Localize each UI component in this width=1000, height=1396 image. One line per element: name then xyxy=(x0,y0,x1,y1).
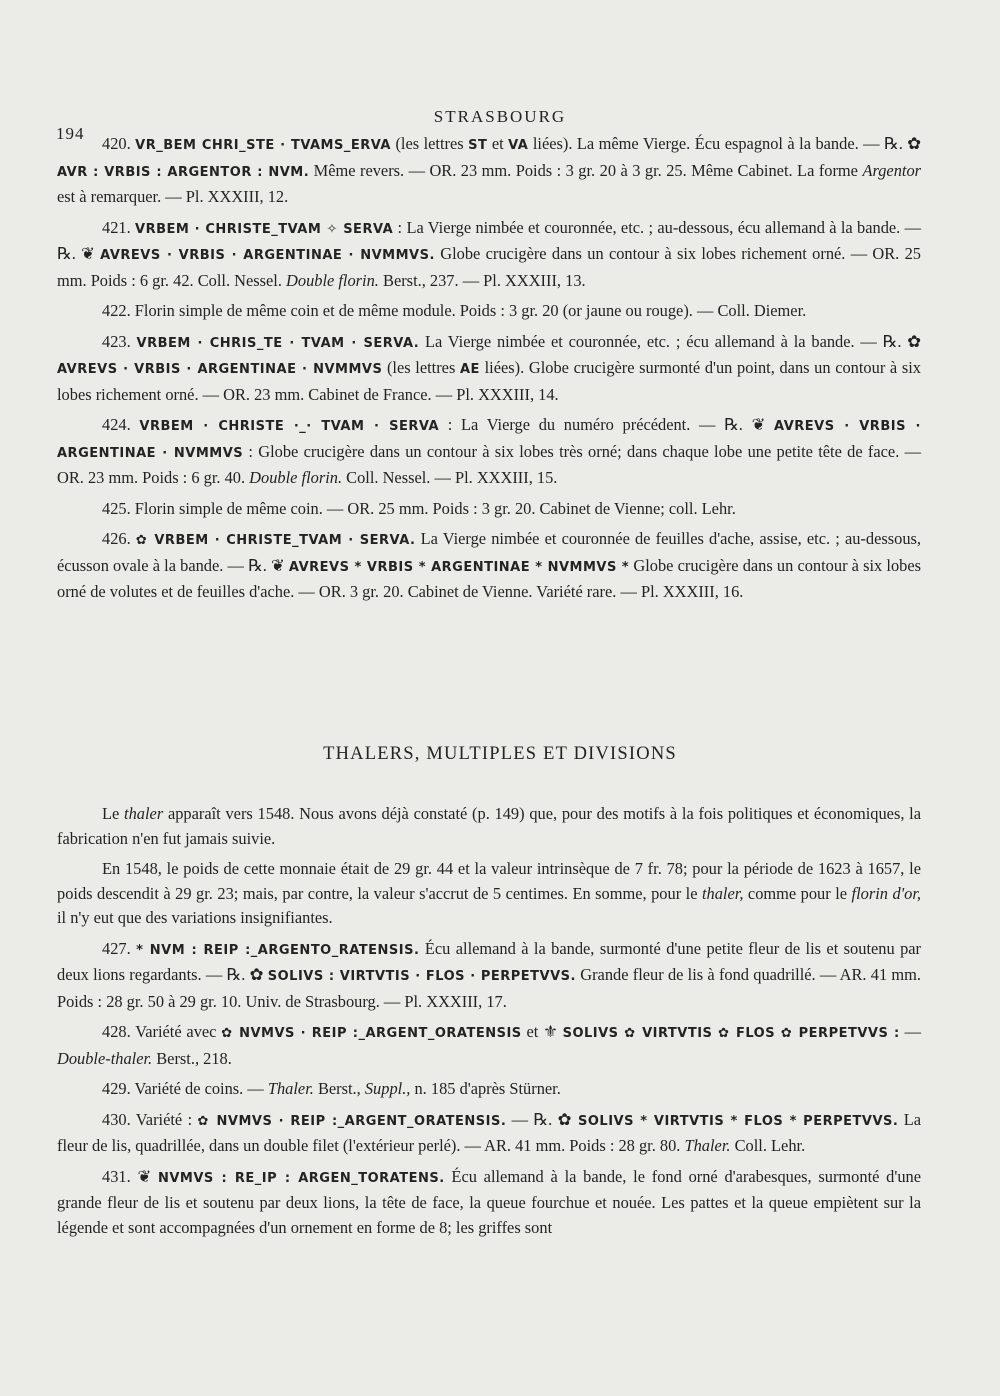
intro-italic: thaler xyxy=(124,804,164,823)
coin-legend: AE xyxy=(460,362,480,377)
section-title: THALERS, MULTIPLES ET DIVISIONS xyxy=(323,744,677,764)
coin-legend: AVREVS · VRBIS · ARGENTINAE · NVMMVS. xyxy=(100,248,435,263)
entry-text: (les lettres xyxy=(382,358,460,377)
entry-420 xyxy=(57,132,921,210)
coin-legend: VR_BEM CHRI_STE · TVAMS_ERVA xyxy=(135,138,391,153)
entry-number: 422. xyxy=(102,301,131,320)
coin-legend: ✿ NVMVS · REIP :_ARGENT_ORATENSIS xyxy=(221,1026,522,1041)
intro-text: Le xyxy=(102,804,125,823)
entry-431 xyxy=(57,1165,921,1241)
coin-legend: ✿ NVMVS · REIP :_ARGENT_ORATENSIS. xyxy=(197,1113,507,1129)
entry-text: et ⚜ xyxy=(521,1022,563,1041)
entry-text: Berst., xyxy=(313,1079,365,1098)
entry-427 xyxy=(57,937,921,1015)
entry-number: 424. xyxy=(102,415,131,434)
entry-number: 427. xyxy=(102,938,131,958)
entry-430 xyxy=(57,1108,921,1159)
intro-text: il n'y eut que des variations insignifiantes. xyxy=(57,908,333,927)
entry-text: ❦ xyxy=(137,1166,158,1186)
entry-text: Même revers. — OR. 23 mm. Poids : 3 gr. 20 à 3 gr. 25. Même Cabinet. La forme xyxy=(309,160,863,180)
coin-legend: AVREVS · VRBIS · ARGENTINAE · NVMMVS xyxy=(57,419,921,461)
entry-429 xyxy=(57,1077,921,1102)
intro-paragraph xyxy=(57,857,921,931)
entry-text: Grande fleur de lis à fond quadrillé. — AR. 41 mm. Poids : 28 gr. 50 à 29 gr. 10. Univ. de Strasbourg. — Pl. XXXIII, 17. xyxy=(57,965,922,1011)
entry-428 xyxy=(57,1020,921,1071)
entry-text: — xyxy=(899,1022,921,1041)
intro-italic: florin d'or, xyxy=(851,883,921,903)
entry-italic: Thaler. xyxy=(267,1079,314,1098)
coin-legend: VA xyxy=(508,138,529,153)
entry-423 xyxy=(57,330,921,408)
intro-paragraph xyxy=(57,802,921,851)
intro-text: comme pour le xyxy=(743,883,852,903)
entries-florins xyxy=(57,132,921,611)
entry-italic: Double florin. xyxy=(286,270,379,290)
page-number: 194 xyxy=(56,124,85,143)
entry-text: et xyxy=(487,134,509,153)
entry-italic: Double florin. xyxy=(249,468,343,487)
coin-legend: VRBEM · CHRISTE ·_· TVAM · SERVA xyxy=(139,419,440,434)
entry-text: Berst., 218. xyxy=(152,1048,232,1068)
entry-text: n. 185 d'après Stürner. xyxy=(410,1079,561,1098)
coin-legend: AVR : VRBIS : ARGENTOR : NVM. xyxy=(57,164,310,180)
entry-text: — ℞. ✿ xyxy=(506,1109,579,1129)
coin-legend: NVMVS : RE_IP : ARGEN_TORATENS. xyxy=(157,1170,445,1186)
entry-text: Écu allemand à la bande, le fond orné d'arabesques, surmonté d'une grande fleur de lis et soutenu par deux lions, la tête de face, la queue fourchue et nouée. Les pattes et la queue empiètent sur la légende et sont accompagnées d'un ornement en forme de 8; les griffes sont xyxy=(57,1166,921,1237)
entry-425 xyxy=(57,497,921,522)
entry-text: La Vierge nimbée et couronnée de feuilles d'ache, assise, etc. ; au-dessous, écusson ovale à la bande. — ℞. ❦ xyxy=(57,529,921,575)
coin-legend: ST xyxy=(468,138,488,153)
entry-text: est à remarquer. — Pl. XXXIII, 12. xyxy=(57,187,289,206)
entry-number: 429. xyxy=(102,1079,131,1098)
entry-text: La fleur de lis, quadrillée, dans un double filet (l'extérieur perlé). — AR. 41 mm. Poids : 28 gr. 80. xyxy=(57,1109,921,1155)
entry-number: 430. xyxy=(102,1109,131,1129)
entry-text: liées). La même Vierge. Écu espagnol à la bande. — ℞. ✿ xyxy=(528,134,921,153)
entry-422 xyxy=(57,299,921,324)
entry-number: 426. xyxy=(102,529,131,548)
entry-text: Globe crucigère dans un contour à six lobes richement orné. — OR. 25 mm. Poids : 6 gr. 42. Coll. Nessel. xyxy=(57,244,921,290)
entry-text: (les lettres xyxy=(391,134,469,153)
entry-italic: Suppl., xyxy=(364,1079,411,1098)
entry-421 xyxy=(57,216,921,294)
entry-text: Berst., 237. — Pl. XXXIII, 13. xyxy=(378,270,586,290)
entry-italic: Thaler. xyxy=(684,1136,731,1155)
coin-legend: SOLIVS * VIRTVTIS * FLOS * PERPETVVS. xyxy=(578,1113,899,1129)
coin-legend: VRBEM · CHRIS_TE · TVAM · SERVA. xyxy=(136,335,420,351)
entry-text: Globe crucigère dans un contour à six lobes orné de volutes et de feuilles d'ache. — OR. 3 gr. 20. Cabinet de Vienne. Variété rare. — Pl. XXXIII, 16. xyxy=(57,555,922,601)
entry-text: Variété avec xyxy=(135,1022,222,1041)
entry-text: Variété de coins. — xyxy=(134,1079,268,1098)
entry-426 xyxy=(57,527,921,605)
entry-number: 420. xyxy=(102,134,131,153)
intro-text: apparaît vers 1548. Nous avons déjà constaté (p. 149) que, pour des motifs à la fois politiques et économiques, la fabrication n'en fut jamais suivie. xyxy=(57,804,921,848)
entry-italic: Double-thaler. xyxy=(57,1048,153,1068)
section-thalers xyxy=(57,802,921,1246)
entry-text: : La Vierge du numéro précédent. — ℞. ❦ xyxy=(439,415,775,434)
coin-legend: AVREVS · VRBIS · ARGENTINAE · NVMMVS xyxy=(57,362,383,377)
coin-legend: ✿ VRBEM · CHRISTE_TVAM · SERVA. xyxy=(135,533,416,548)
coin-legend: * NVM : REIP :_ARGENTO_RATENSIS. xyxy=(136,942,420,958)
intro-italic: thaler, xyxy=(701,883,744,903)
entry-number: 421. xyxy=(102,217,131,237)
entry-text: Écu allemand à la bande, surmonté d'une petite fleur de lis et soutenu par deux lions regardants. — ℞. ✿ xyxy=(57,938,922,984)
coin-legend: SOLIVS ✿ VIRTVTIS ✿ FLOS ✿ PERPETVVS : xyxy=(562,1026,900,1041)
entry-number: 423. xyxy=(102,331,131,351)
intro-text: En 1548, le poids de cette monnaie était de 29 gr. 44 et la valeur intrinsèque de 7 fr. 78; pour la période de 1623 à 1657, le poids descendit à 29 gr. 23; mais, par contre, la valeur s'accrut de 5 centimes. En somme, pour le xyxy=(57,859,921,903)
entry-text: Florin simple de même coin. — OR. 25 mm. Poids : 3 gr. 20. Cabinet de Vienne; coll. Lehr. xyxy=(134,498,736,518)
entry-text: : La Vierge nimbée et couronnée, etc. ; au-dessous, écu allemand à la bande. — ℞. ❦ xyxy=(57,217,922,263)
entry-text: Coll. Lehr. xyxy=(730,1136,806,1155)
running-head: STRASBOURG xyxy=(433,107,567,126)
entry-text: liées). Globe crucigère surmonté d'un point, dans un contour à six lobes richement orné. — OR. 23 mm. Cabinet de France. — Pl. XXXIII, 14. xyxy=(57,358,921,404)
coin-legend: VRBEM · CHRISTE_TVAM ✧ SERVA xyxy=(135,221,394,237)
entry-text: La Vierge nimbée et couronnée, etc. ; écu allemand à la bande. — ℞. ✿ xyxy=(419,331,921,351)
entry-italic: Argentor xyxy=(862,160,922,180)
coin-legend: SOLIVS : VIRTVTIS · FLOS · PERPETVVS. xyxy=(267,969,576,984)
entry-text: : Globe crucigère dans un contour à six lobes très orné; dans chaque lobe une petite tête de face. — OR. 23 mm. Poids : 6 gr. 40. xyxy=(57,441,921,487)
entry-number: 431. xyxy=(102,1166,131,1186)
entry-text: Variété : xyxy=(135,1109,198,1129)
entry-text: Florin simple de même coin et de même module. Poids : 3 gr. 20 (or jaune ou rouge). — Coll. Diemer. xyxy=(134,301,807,320)
entry-number: 428. xyxy=(102,1022,131,1041)
entry-424 xyxy=(57,413,921,491)
coin-legend: AVREVS * VRBIS * ARGENTINAE * NVMMVS * xyxy=(288,559,630,575)
entry-number: 425. xyxy=(102,498,131,518)
entry-text: Coll. Nessel. — Pl. XXXIII, 15. xyxy=(342,468,558,487)
